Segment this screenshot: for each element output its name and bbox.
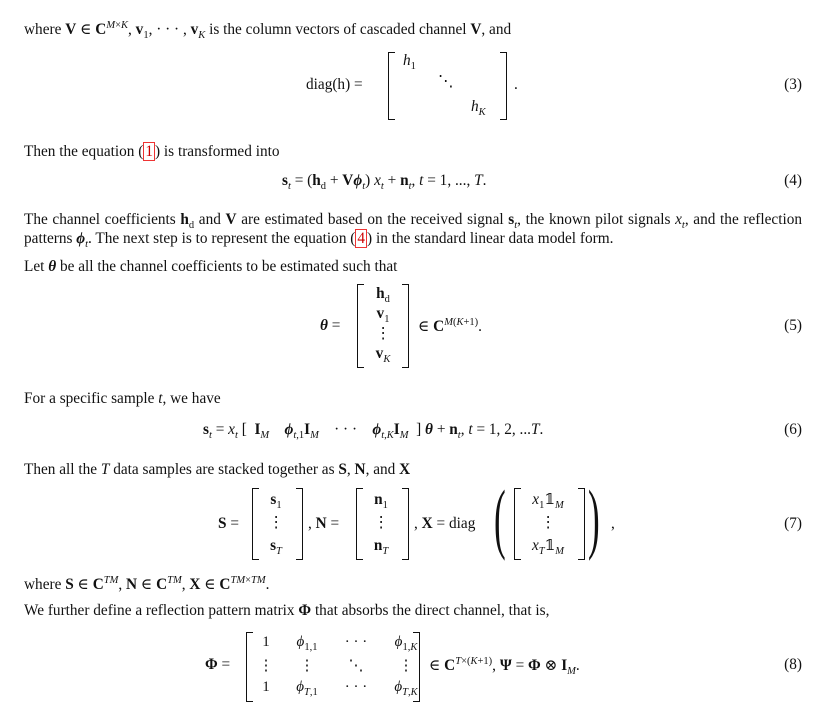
para-8: We further define a reflection pattern matrix Φ that absorbs the direct channel, that is, (24, 602, 550, 619)
eq3-hk: h (471, 98, 479, 115)
para-1: where V ∈ $C^{M\times K}$, $v_1$, · · · , $v_K$ is the column vectors of cascaded channel V, and (24, 19, 512, 42)
right-bracket (402, 488, 409, 560)
ref-eq-4[interactable]: 4 (357, 230, 366, 247)
right-bracket (296, 488, 303, 560)
para-7: where S ∈ C™, N ∈ C™, X ∈ $C^{TM\times TM}$. (24, 574, 270, 593)
eq-number-5: (5) (784, 317, 802, 334)
eq-number-3: (3) (784, 76, 802, 93)
eq3-h1: h (403, 52, 411, 69)
ref-eq-1[interactable]: 1 (145, 143, 154, 160)
eq-number-7: (7) (784, 515, 802, 532)
para-3: The channel coefficients $h_d$ and V are estimated based on the received signal $s_t$, the known pilot signals $x_t$, and the reflection patterns $\phi_t$. The next step is to represent the equation ( 4 ) in the standard linear data model form. (24, 211, 802, 251)
left-bracket (388, 52, 395, 120)
left-paren: ( (494, 474, 506, 561)
eq3-period: . (514, 76, 518, 93)
eq7-diag: diag (449, 515, 476, 532)
eq-number-8: (8) (784, 656, 802, 673)
right-bracket (413, 632, 420, 702)
para-6: Then all the T data samples are stacked together as S, N, and X (24, 461, 411, 478)
para-2: Then the equation ( 1 ) is transformed into (24, 143, 280, 160)
eq4-body: $s_t = (h_d + V\phi_t) x_t + n_t$, t = 1, ..., T. (282, 172, 487, 193)
eq6-body: $s_t = x_t$ [ $I_M$ $\phi_{t,1}I_M$ · · · $\phi_{t,K}I_M$ ] $\theta + n_t$, t = 1, 2, ...T. (203, 421, 544, 442)
right-bracket (402, 284, 409, 368)
para-5: For a specific sample t, we have (24, 390, 221, 407)
right-bracket (578, 488, 585, 560)
eq-number-6: (6) (784, 421, 802, 438)
left-bracket (357, 284, 364, 368)
para-4: Let θ be all the channel coefficients to be estimated such that (24, 258, 398, 275)
phi-matrix: 1 $\phi_{1,1}$ · · · $\phi_{1,K}$ ⋮ ⋮ ⋱ ⋮ 1 $\phi_{T,1}$ · · · $\phi_{T,K}$ (258, 634, 418, 698)
eq-number-4: (4) (784, 172, 802, 189)
eq3-lhs: diag(h) = (306, 76, 363, 93)
eq3-dots: ⋱ (438, 73, 454, 90)
right-bracket (500, 52, 507, 120)
right-paren: ) (588, 474, 600, 561)
